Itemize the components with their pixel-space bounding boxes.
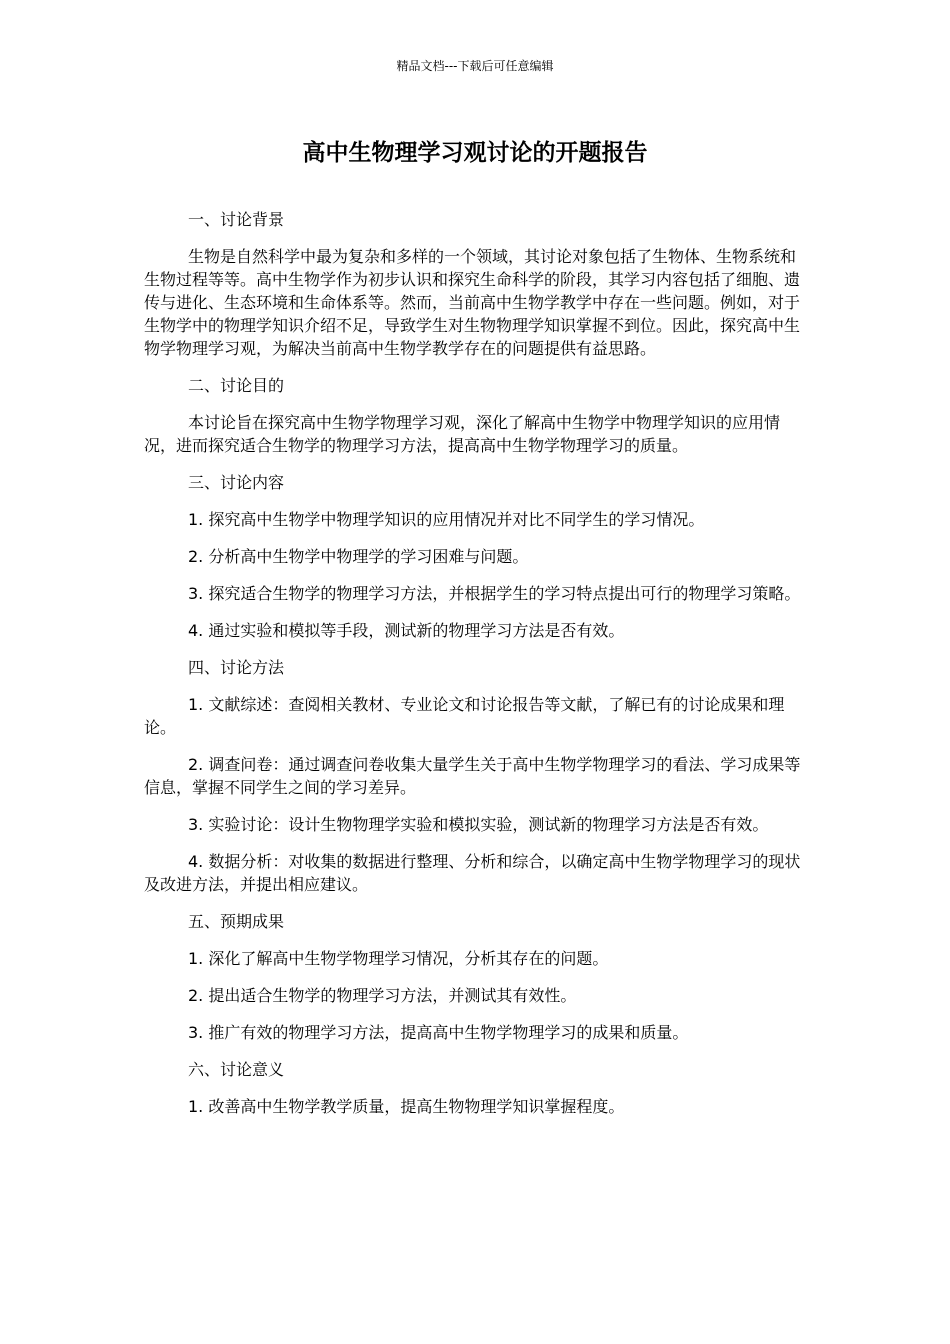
header-note: 精品文档---下载后可任意编辑 [396, 59, 554, 73]
list-item-methods-2: 2. 调查问卷：通过调查问卷收集大量学生关于高中生物学物理学习的看法、学习成果等信息，掌握不同学生之间的学习差异。 [144, 755, 801, 797]
list-item-outcomes-2: 2. 提出适合生物学的物理学习方法，并测试其有效性。 [188, 986, 577, 1005]
list-item-outcomes-1: 1. 深化了解高中生物学物理学习情况，分析其存在的问题。 [188, 949, 609, 968]
list-item-methods-1: 1. 文献综述：查阅相关教材、专业论文和讨论报告等文献，了解已有的讨论成果和理论。 [144, 695, 785, 737]
list-item-methods-4: 4. 数据分析：对收集的数据进行整理、分析和综合，以确定高中生物学物理学习的现状及改进方法，并提出相应建议。 [144, 852, 801, 894]
list-item-outcomes-3: 3. 推广有效的物理学习方法，提高高中生物学物理学习的成果和质量。 [188, 1023, 689, 1042]
list-item-significance-1: 1. 改善高中生物学教学质量，提高生物物理学知识掌握程度。 [188, 1097, 625, 1116]
section-heading-outcomes: 五、预期成果 [188, 912, 285, 931]
paragraph-purpose: 本讨论旨在探究高中生物学物理学习观，深化了解高中生物学中物理学知识的应用情况，进而探究适合生物学的物理学习方法，提高高中生物学物理学习的质量。 [144, 413, 781, 455]
list-item-content-3: 3. 探究适合生物学的物理学习方法，并根据学生的学习特点提出可行的物理学习策略。 [188, 584, 801, 603]
document-body [144, 208, 806, 1132]
section-heading-content: 三、讨论内容 [188, 473, 285, 492]
document-title: 高中生物理学习观讨论的开题报告 [302, 140, 648, 166]
paragraph-background: 生物是自然科学中最为复杂和多样的一个领域，其讨论对象包括了生物体、生物系统和生物过程等等。高中生物学作为初步认识和探究生命科学的阶段，其学习内容包括了细胞、遗传与进化、生态环境和生命体系等。然而，当前高中生物学教学中存在一些问题。例如，对于生物学中的物理学知识介绍不足，导致学生对生物物理学知识掌握不到位。因此，探究高中生物学物理学习观，为解决当前高中生物学教学存在的问题提供有益思路。 [144, 247, 801, 358]
list-item-methods-3: 3. 实验讨论：设计生物物理学实验和模拟实验，测试新的物理学习方法是否有效。 [188, 815, 769, 834]
section-heading-purpose: 二、讨论目的 [188, 376, 285, 395]
list-item-content-4: 4. 通过实验和模拟等手段，测试新的物理学习方法是否有效。 [188, 621, 625, 640]
list-item-content-2: 2. 分析高中生物学中物理学的学习困难与问题。 [188, 547, 529, 566]
list-item-content-1: 1. 探究高中生物学中物理学知识的应用情况并对比不同学生的学习情况。 [188, 510, 705, 529]
section-heading-significance: 六、讨论意义 [188, 1060, 285, 1079]
section-heading-background: 一、讨论背景 [188, 210, 285, 229]
section-heading-methods: 四、讨论方法 [188, 658, 285, 677]
